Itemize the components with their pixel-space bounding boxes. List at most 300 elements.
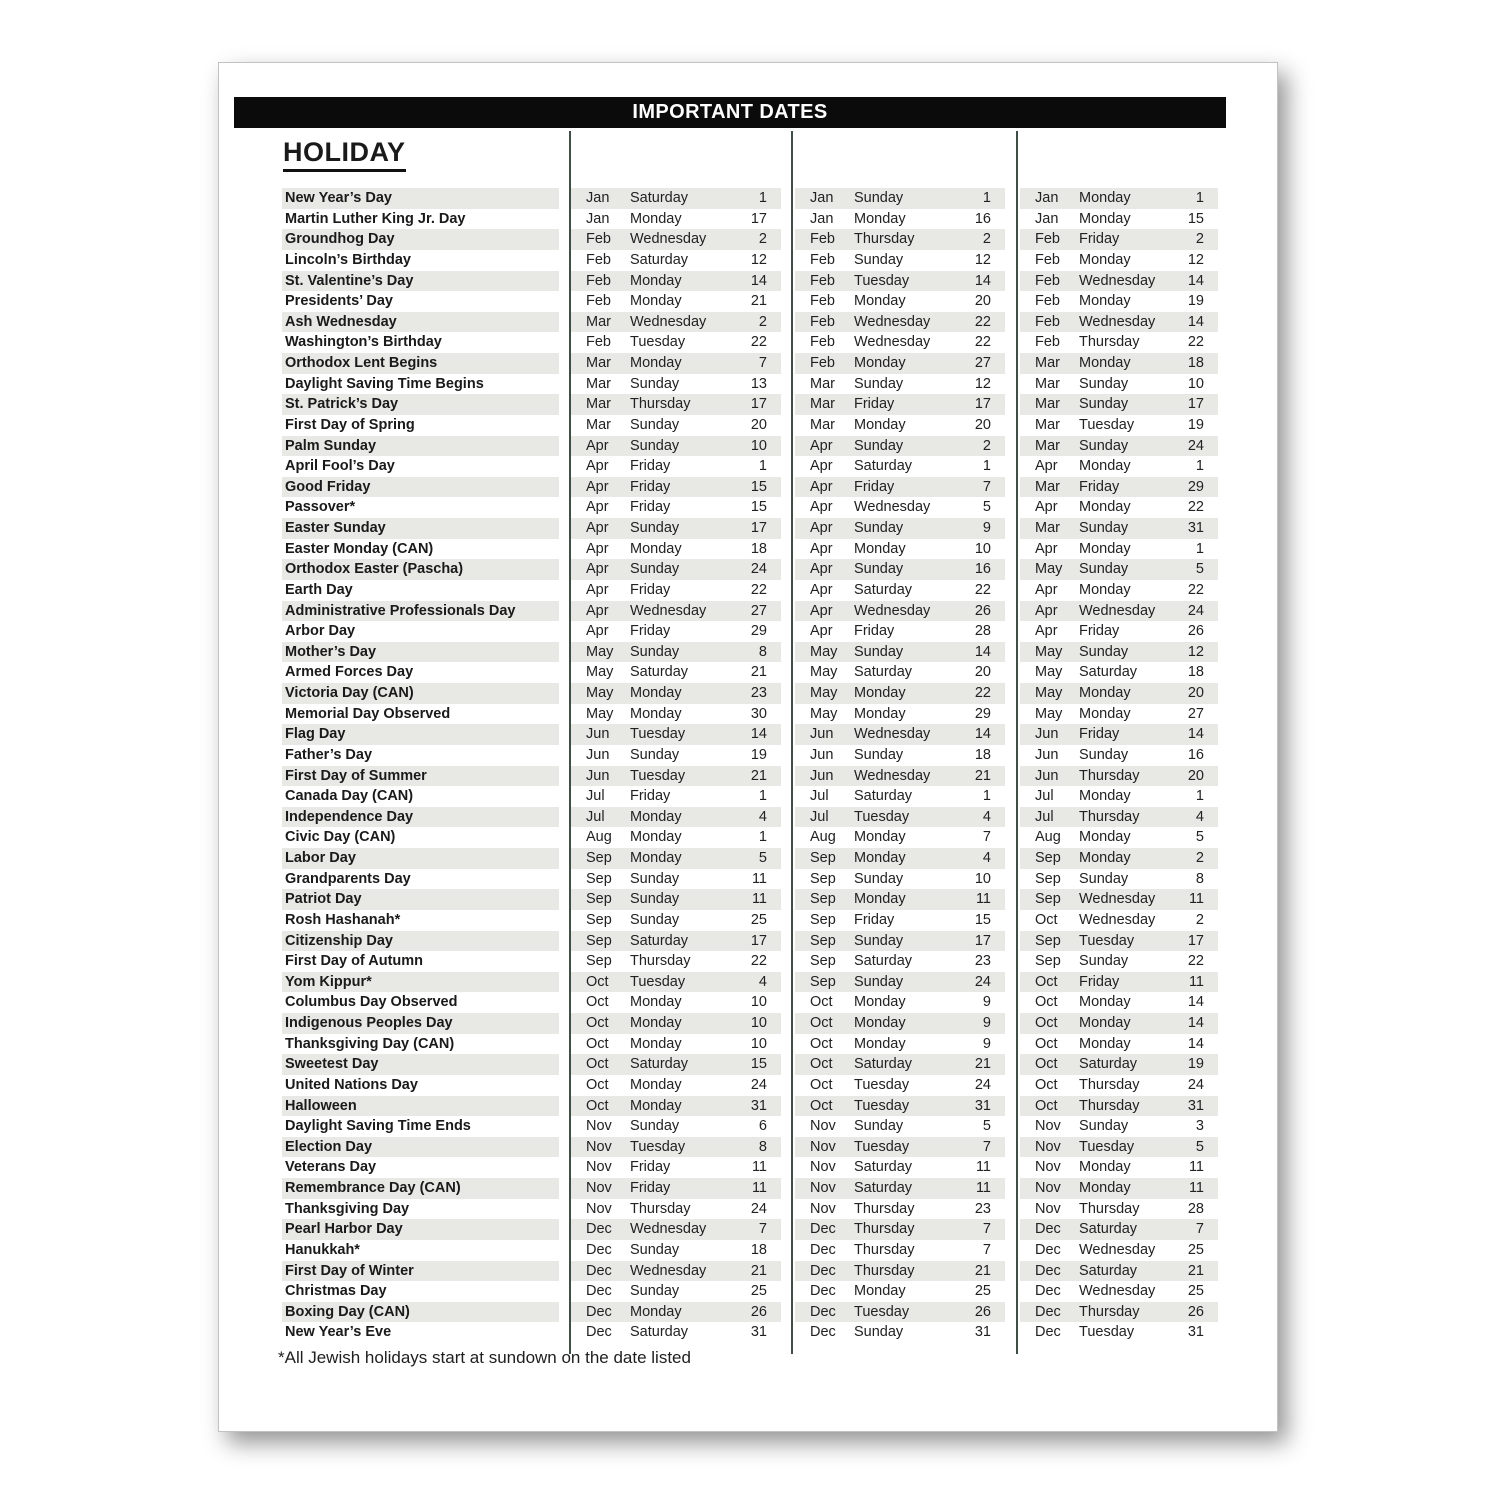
month-value: Jul [810, 808, 829, 825]
table-row [219, 683, 1277, 704]
holiday-name: Martin Luther King Jr. Day [285, 210, 466, 227]
weekday-value: Monday [630, 272, 682, 289]
weekday-value: Monday [630, 850, 682, 866]
table-row [219, 580, 1277, 601]
month-value: Feb [1035, 231, 1060, 248]
month-value: Feb [1035, 334, 1060, 351]
month-value: Apr [586, 602, 609, 619]
date-group-3 [1020, 642, 1218, 663]
day-value: 1 [982, 190, 991, 206]
month-value: Feb [586, 251, 611, 268]
month-value: May [1035, 643, 1063, 660]
weekday-value: Saturday [630, 1324, 689, 1341]
weekday-value: Monday [630, 1076, 682, 1093]
table-row [219, 1034, 1277, 1055]
holiday-name: United Nations Day [285, 1076, 418, 1093]
date-group-2 [795, 456, 1005, 477]
day-value: 11 [751, 1180, 767, 1196]
table-row [219, 477, 1277, 498]
day-value: 24 [1187, 437, 1204, 454]
day-value: 12 [974, 375, 991, 392]
day-value: 7 [982, 1221, 991, 1238]
table-row [219, 415, 1277, 436]
weekday-value: Wednesday [630, 602, 707, 619]
day-value: 10 [750, 1035, 767, 1052]
weekday-value: Monday [1079, 994, 1131, 1011]
weekday-value: Wednesday [854, 334, 931, 351]
table-row [219, 1137, 1277, 1158]
month-value: Jan [586, 190, 610, 206]
day-value: 1 [982, 788, 991, 805]
weekday-value: Monday [854, 210, 906, 227]
date-group-3 [1020, 807, 1218, 828]
date-group-1 [571, 394, 781, 415]
day-value: 12 [750, 251, 767, 268]
date-group-3 [1020, 1034, 1218, 1055]
date-group-3 [1020, 931, 1218, 952]
date-group-3 [1020, 374, 1218, 395]
weekday-value: Monday [854, 293, 906, 310]
weekday-value: Monday [630, 210, 682, 227]
day-value: 31 [974, 1097, 991, 1114]
weekday-value: Tuesday [630, 334, 686, 351]
weekday-value: Monday [1079, 685, 1131, 701]
weekday-value: Sunday [630, 375, 680, 392]
date-group-2 [795, 704, 1005, 725]
weekday-value: Sunday [630, 870, 680, 887]
date-group-1 [571, 1157, 781, 1178]
table-row [219, 539, 1277, 560]
day-value: 16 [974, 210, 991, 227]
day-value: 30 [750, 705, 767, 722]
day-value: 28 [974, 623, 991, 640]
weekday-value: Monday [1079, 705, 1131, 722]
weekday-value: Monday [630, 829, 682, 846]
weekday-value: Sunday [854, 1118, 904, 1135]
weekday-value: Friday [630, 788, 671, 805]
date-group-2 [795, 580, 1005, 601]
weekday-value: Monday [630, 994, 682, 1011]
holiday-name: First Day of Autumn [285, 953, 424, 970]
date-group-3 [1020, 1013, 1218, 1034]
month-value: Feb [586, 293, 611, 310]
table-row [219, 951, 1277, 972]
day-value: 11 [751, 870, 767, 887]
weekday-value: Sunday [630, 1241, 680, 1258]
month-value: Oct [586, 973, 609, 990]
weekday-value: Monday [1079, 850, 1131, 866]
day-value: 15 [1187, 210, 1204, 227]
month-value: Sep [810, 850, 836, 866]
day-value: 24 [750, 1200, 767, 1217]
date-group-2 [795, 1199, 1005, 1220]
weekday-value: Sunday [854, 932, 904, 949]
table-row [219, 1096, 1277, 1117]
day-value: 12 [1187, 251, 1204, 268]
table-row [219, 1199, 1277, 1220]
date-group-2 [795, 724, 1005, 745]
date-group-3 [1020, 766, 1218, 787]
month-value: Jan [1035, 190, 1059, 206]
holiday-name: Veterans Day [285, 1159, 377, 1176]
holiday-name: Pearl Harbor Day [282, 1219, 559, 1240]
month-value: Mar [586, 416, 611, 433]
weekday-value: Saturday [854, 1180, 913, 1196]
month-value: Oct [586, 1056, 609, 1073]
month-value: Nov [810, 1200, 836, 1217]
holiday-name: Father’s Day [285, 746, 373, 763]
table-row [219, 745, 1277, 766]
month-value: Dec [810, 1221, 836, 1238]
month-value: Oct [1035, 1015, 1058, 1031]
day-value: 25 [750, 1283, 767, 1300]
month-value: Feb [810, 355, 835, 371]
weekday-value: Sunday [1079, 643, 1129, 660]
weekday-value: Thursday [854, 1200, 915, 1217]
day-value: 15 [750, 1056, 767, 1073]
day-value: 22 [750, 953, 767, 970]
day-value: 2 [1195, 850, 1204, 866]
date-group-3 [1020, 1116, 1218, 1137]
date-group-1 [571, 353, 781, 374]
day-value: 1 [758, 190, 767, 206]
weekday-value: Monday [854, 850, 906, 866]
date-group-3 [1020, 353, 1218, 374]
month-value: Dec [1035, 1221, 1061, 1238]
table-row [219, 766, 1277, 787]
date-group-2 [795, 827, 1005, 848]
weekday-value: Sunday [630, 520, 680, 536]
weekday-value: Wednesday [854, 313, 931, 330]
month-value: Feb [810, 231, 835, 248]
weekday-value: Monday [630, 1097, 682, 1114]
table-row [219, 889, 1277, 910]
month-value: Mar [1035, 396, 1060, 413]
day-value: 20 [750, 416, 767, 433]
weekday-value: Monday [1079, 829, 1131, 846]
holiday-name: Good Friday [282, 477, 559, 498]
weekday-value: Sunday [1079, 953, 1129, 970]
date-group-2 [795, 1178, 1005, 1199]
day-value: 22 [1187, 953, 1204, 970]
date-group-2 [795, 766, 1005, 787]
weekday-value: Tuesday [854, 272, 910, 289]
day-value: 7 [982, 1138, 991, 1155]
date-group-2 [795, 848, 1005, 869]
month-value: Jul [586, 808, 605, 825]
weekday-value: Monday [630, 685, 682, 701]
day-value: 17 [750, 932, 767, 949]
table-row [219, 1322, 1277, 1343]
month-value: Feb [810, 334, 835, 351]
date-group-3 [1020, 972, 1218, 993]
day-value: 1 [758, 788, 767, 805]
weekday-value: Monday [1079, 190, 1131, 206]
day-value: 2 [1195, 911, 1204, 928]
day-value: 5 [1195, 1138, 1204, 1155]
month-value: Jun [1035, 726, 1059, 743]
day-value: 7 [982, 829, 991, 846]
month-value: Apr [810, 581, 833, 598]
month-value: Apr [1035, 581, 1058, 598]
date-group-1 [571, 332, 781, 353]
weekday-value: Monday [1079, 355, 1131, 371]
day-value: 11 [975, 1180, 991, 1196]
date-group-1 [571, 250, 781, 271]
month-value: Mar [586, 375, 611, 392]
month-value: Feb [586, 231, 611, 248]
month-value: May [810, 643, 838, 660]
date-group-2 [795, 931, 1005, 952]
date-group-3 [1020, 662, 1218, 683]
month-value: Sep [810, 891, 836, 908]
weekday-value: Sunday [630, 911, 680, 928]
date-group-1 [571, 827, 781, 848]
holiday-name: Presidents’ Day [285, 293, 393, 310]
weekday-value: Monday [630, 540, 682, 557]
day-value: 24 [974, 1076, 991, 1093]
day-value: 17 [750, 210, 767, 227]
weekday-value: Monday [1079, 210, 1131, 227]
weekday-value: Monday [854, 891, 906, 908]
holiday-name: Orthodox Easter (Pascha) [282, 559, 559, 580]
day-value: 1 [1195, 540, 1204, 557]
weekday-value: Friday [1079, 231, 1120, 248]
date-group-2 [795, 559, 1005, 580]
day-value: 22 [750, 334, 767, 351]
month-value: May [810, 685, 838, 701]
month-value: Oct [1035, 1076, 1058, 1093]
month-value: Nov [586, 1180, 612, 1196]
day-value: 27 [1187, 705, 1204, 722]
date-group-3 [1020, 518, 1218, 539]
month-value: May [586, 664, 614, 681]
month-value: Apr [810, 437, 833, 454]
table-row [219, 807, 1277, 828]
date-group-2 [795, 1240, 1005, 1261]
month-value: Apr [586, 520, 609, 536]
table-row [219, 353, 1277, 374]
date-group-3 [1020, 704, 1218, 725]
weekday-value: Friday [1079, 623, 1120, 640]
weekday-value: Thursday [1079, 1200, 1140, 1217]
month-value: Apr [810, 458, 833, 475]
date-group-1 [571, 621, 781, 642]
month-value: Mar [1035, 355, 1060, 371]
weekday-value: Saturday [630, 1056, 689, 1073]
date-group-1 [571, 642, 781, 663]
day-value: 14 [1187, 994, 1204, 1011]
month-value: Sep [810, 973, 836, 990]
date-group-1 [571, 972, 781, 993]
date-group-2 [795, 972, 1005, 993]
weekday-value: Wednesday [854, 767, 931, 784]
date-group-3 [1020, 1240, 1218, 1261]
month-value: May [1035, 664, 1063, 681]
date-group-2 [795, 1322, 1005, 1343]
weekday-value: Saturday [1079, 1262, 1138, 1279]
month-value: Apr [586, 581, 609, 598]
month-value: Oct [586, 1076, 609, 1093]
month-value: Mar [586, 355, 611, 371]
table-row [219, 436, 1277, 457]
weekday-value: Wednesday [854, 499, 931, 516]
date-group-2 [795, 951, 1005, 972]
date-group-1 [571, 724, 781, 745]
month-value: Dec [810, 1324, 836, 1341]
month-value: Jul [810, 788, 829, 805]
day-value: 11 [975, 1159, 991, 1176]
holiday-name: Groundhog Day [282, 229, 559, 250]
table-row [219, 229, 1277, 250]
day-value: 25 [750, 911, 767, 928]
date-group-1 [571, 683, 781, 704]
month-value: Apr [586, 561, 609, 578]
weekday-value: Friday [854, 478, 895, 495]
day-value: 8 [758, 1138, 767, 1155]
date-group-2 [795, 250, 1005, 271]
month-value: Apr [586, 437, 609, 454]
table-row [219, 271, 1277, 292]
date-group-2 [795, 436, 1005, 457]
weekday-value: Friday [854, 911, 895, 928]
weekday-value: Thursday [1079, 808, 1140, 825]
month-value: Apr [586, 478, 609, 495]
month-value: May [1035, 685, 1063, 701]
month-value: Aug [810, 829, 836, 846]
weekday-value: Thursday [854, 1241, 915, 1258]
month-value: Mar [1035, 416, 1060, 433]
day-value: 28 [1187, 1200, 1204, 1217]
holiday-name: Indigenous Peoples Day [282, 1013, 559, 1034]
date-group-2 [795, 394, 1005, 415]
day-value: 22 [1187, 499, 1204, 516]
date-group-3 [1020, 992, 1218, 1013]
table-row [219, 497, 1277, 518]
table-row [219, 1116, 1277, 1137]
day-value: 7 [758, 1221, 767, 1238]
day-value: 5 [982, 1118, 991, 1135]
weekday-value: Sunday [1079, 1118, 1129, 1135]
date-group-1 [571, 415, 781, 436]
date-group-3 [1020, 1075, 1218, 1096]
weekday-value: Thursday [1079, 334, 1140, 351]
day-value: 21 [974, 1056, 991, 1073]
table-row [219, 931, 1277, 952]
holiday-name: Passover* [285, 499, 356, 516]
month-value: Jan [810, 190, 834, 206]
weekday-value: Wednesday [1079, 911, 1156, 928]
month-value: Feb [810, 251, 835, 268]
weekday-value: Monday [854, 1283, 906, 1300]
weekday-value: Tuesday [630, 767, 686, 784]
weekday-value: Thursday [1079, 767, 1140, 784]
date-group-1 [571, 1034, 781, 1055]
date-group-1 [571, 188, 781, 209]
weekday-value: Friday [630, 1180, 671, 1196]
month-value: Oct [586, 994, 609, 1011]
day-value: 4 [982, 808, 991, 825]
date-group-3 [1020, 1096, 1218, 1117]
footnote: *All Jewish holidays start at sundown on the date listed [278, 1348, 691, 1367]
weekday-value: Sunday [1079, 870, 1129, 887]
date-group-1 [571, 291, 781, 312]
date-group-1 [571, 745, 781, 766]
date-group-1 [571, 1302, 781, 1323]
date-group-3 [1020, 415, 1218, 436]
weekday-value: Tuesday [1079, 932, 1135, 949]
table-row [219, 1178, 1277, 1199]
date-group-1 [571, 889, 781, 910]
weekday-value: Sunday [854, 437, 904, 454]
date-group-3 [1020, 621, 1218, 642]
holiday-name: Mother’s Day [282, 642, 559, 663]
date-group-1 [571, 1096, 781, 1117]
date-group-2 [795, 539, 1005, 560]
holiday-name: Citizenship Day [282, 931, 559, 952]
weekday-value: Monday [854, 1035, 906, 1052]
holiday-name: Rosh Hashanah* [285, 911, 401, 928]
month-value: Nov [586, 1200, 612, 1217]
month-value: Dec [586, 1283, 612, 1300]
day-value: 26 [974, 1303, 991, 1320]
weekday-value: Saturday [854, 664, 913, 681]
day-value: 13 [750, 375, 767, 392]
day-value: 29 [750, 623, 767, 640]
table-row [219, 312, 1277, 333]
date-group-3 [1020, 250, 1218, 271]
holiday-name: Lincoln’s Birthday [285, 251, 411, 268]
date-group-3 [1020, 1178, 1218, 1199]
date-group-3 [1020, 601, 1218, 622]
weekday-value: Thursday [630, 1200, 691, 1217]
date-group-2 [795, 271, 1005, 292]
month-value: Nov [810, 1180, 836, 1196]
day-value: 22 [750, 581, 767, 598]
date-group-3 [1020, 580, 1218, 601]
date-group-2 [795, 621, 1005, 642]
weekday-value: Wednesday [630, 1221, 707, 1238]
date-group-3 [1020, 1137, 1218, 1158]
date-group-2 [795, 415, 1005, 436]
day-value: 14 [1187, 313, 1204, 330]
month-value: Apr [810, 540, 833, 557]
holiday-table [219, 188, 1277, 1343]
date-group-2 [795, 291, 1005, 312]
weekday-value: Sunday [630, 437, 680, 454]
table-row [219, 601, 1277, 622]
month-value: Jan [586, 210, 610, 227]
date-group-2 [795, 497, 1005, 518]
weekday-value: Sunday [1079, 520, 1129, 536]
table-row [219, 972, 1277, 993]
month-value: Sep [810, 932, 836, 949]
table-row [219, 291, 1277, 312]
month-value: Sep [1035, 932, 1061, 949]
month-value: Sep [810, 911, 836, 928]
weekday-value: Sunday [854, 746, 904, 763]
day-value: 4 [982, 850, 991, 866]
weekday-value: Monday [1079, 293, 1131, 310]
day-value: 31 [1187, 1324, 1204, 1341]
date-group-1 [571, 518, 781, 539]
month-value: Apr [810, 499, 833, 516]
weekday-value: Wednesday [854, 602, 931, 619]
holiday-name: Easter Monday (CAN) [285, 540, 434, 557]
date-group-1 [571, 848, 781, 869]
weekday-value: Sunday [630, 561, 680, 578]
date-group-2 [795, 1096, 1005, 1117]
